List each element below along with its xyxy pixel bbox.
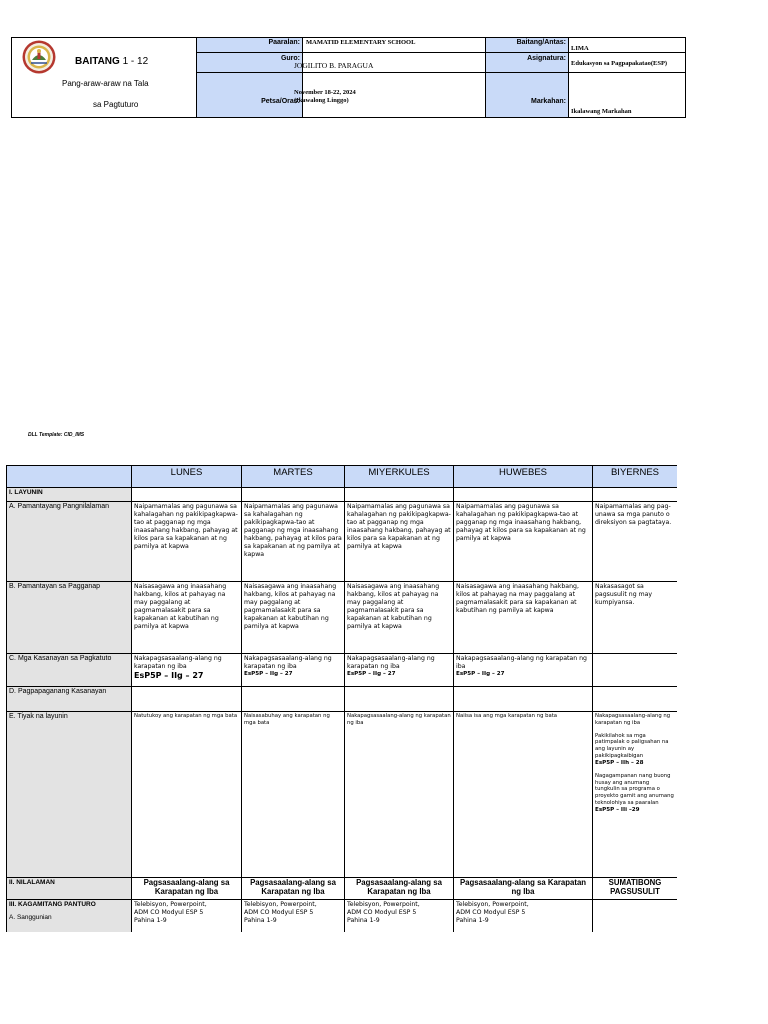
competency-text: Nakapagsasaalang-alang ng karapatan ng iba	[134, 655, 222, 670]
date-value-line2: (Ikawalong Linggo)	[294, 97, 349, 104]
grade-label: BAITANG	[75, 56, 120, 67]
header-label-column-right	[485, 38, 569, 117]
header-title-block	[12, 38, 196, 117]
dll-subtitle-line2: sa Pagtuturo	[93, 100, 139, 109]
learning-competency-cell	[132, 654, 242, 687]
competency-code: EsP5P – IIg – 27	[347, 670, 396, 677]
learning-competencies-row	[7, 654, 678, 687]
performance-standard-cell: Naisasagawa ang inaasahang hakbang, kilos at pahayag na may paggalang at pagmamalasakit para sa kapakanan at kabutihan ng pamilya at kapwa	[132, 582, 242, 654]
friday-objective-3: Nagagampanan nang buong husay ang anumang tungkulin sa programa o proyekto gamit ang anumang teknolohiya sa paaralan	[595, 772, 674, 806]
competency-text: Nakapagsasaalang-alang ng karapatan ng iba	[456, 655, 587, 670]
materials-section-label: III. KAGAMITANG PANTURO	[9, 901, 96, 908]
friday-objective-2: Pakikilahok sa mga patimpalak o paligsahan na ang layunin ay pakikipagkaibigan	[595, 732, 669, 759]
materials-cell: Telebisyon, Powerpoint, ADM CO Modyul ESP 5 Pahina 1-9	[242, 900, 345, 933]
teacher-label: Guro:	[280, 55, 300, 62]
corner-cell	[7, 466, 132, 488]
performance-standard-cell: Nakasasagot sa pagsusulit ng may kumpiyansa.	[593, 582, 678, 654]
template-note: DLL Template: CID_IMS	[28, 432, 85, 438]
content-standard-label: A. Pamantayang Pangnilalaman	[7, 502, 132, 582]
materials-cell: Telebisyon, Powerpoint, ADM CO Modyul ESP 5 Pahina 1-9	[345, 900, 454, 933]
school-value: MAMATID ELEMENTARY SCHOOL	[306, 39, 416, 46]
date-value-line1: November 18-22, 2024	[294, 89, 356, 96]
quarter-value: Ikalawang Markahan	[571, 108, 632, 115]
quarter-label: Markahan:	[530, 98, 566, 105]
school-label: Paaralan:	[268, 39, 300, 46]
competency-code: EsP5P – IIg – 27	[134, 670, 204, 680]
grade-range-title	[75, 56, 148, 67]
day-thursday: HUWEBES	[454, 466, 593, 488]
content-standard-cell: Naipamamalas ang pagunawa sa kahalagahan ng pakikipagkapwa-tao at pagganap ng mga inaasahang hakbang, pahayag at kilos para sa kapakanan at ng pamilya at kapwa	[345, 502, 454, 582]
performance-standard-cell: Naisasagawa ang inaasahang hakbang, kilos at pahayag na may paggalang at pagmamalasakit para sa kapakanan at kabutihan ng pamilya at kapwa	[345, 582, 454, 654]
enabling-skills-row	[7, 687, 678, 712]
enabling-skills-label: D. Pagpapaganang Kasanayan	[7, 687, 132, 712]
specific-objective-cell: Naiisa isa ang mga karapatan ng bata	[454, 712, 593, 878]
grade-range: 1 - 12	[122, 56, 149, 67]
content-topic-cell: Pagsasaalang-alang sa Karapatan ng Iba	[345, 878, 454, 900]
performance-standard-row	[7, 582, 678, 654]
specific-objectives-label: E. Tiyak na layunin	[7, 712, 132, 878]
header-label-column	[196, 38, 303, 117]
materials-label-cell	[7, 900, 132, 933]
specific-objective-cell: Natutukoy ang karapatan ng mga bata	[132, 712, 242, 878]
date-label: Petsa/Oras:	[261, 98, 300, 105]
performance-standard-cell: Naisasagawa ang inaasahang hakbang, kilos at pahayag na may paggalang at pagmamalasakit para sa kapakanan at kabutihan ng pamilya at kapwa	[242, 582, 345, 654]
learning-competency-cell	[242, 654, 345, 687]
school-seal-icon	[22, 40, 56, 74]
competency-text: Nakapagsasaalang-alang ng karapatan ng iba	[244, 655, 332, 670]
materials-row	[7, 900, 678, 933]
performance-standard-label: B. Pamantayan sa Pagganap	[7, 582, 132, 654]
grade-level-label: Baitang/Antas:	[516, 39, 566, 46]
day-monday: LUNES	[132, 466, 242, 488]
competency-code: EsP5P – IIg – 27	[456, 670, 505, 677]
day-wednesday: MIYERKULES	[345, 466, 454, 488]
learning-competencies-label: C. Mga Kasanayan sa Pagkatuto	[7, 654, 132, 687]
competency-text: Nakapagsasaalang-alang ng karapatan ng iba	[347, 655, 435, 670]
learning-competency-cell	[454, 654, 593, 687]
dll-header	[11, 37, 686, 118]
day-friday: BIYERNES	[593, 466, 678, 488]
content-row	[7, 878, 678, 900]
materials-cell: Telebisyon, Powerpoint, ADM CO Modyul ESP 5 Pahina 1-9	[132, 900, 242, 933]
content-topic-cell: Pagsasaalang-alang sa Karapatan ng Iba	[454, 878, 593, 900]
days-header-row	[7, 466, 678, 488]
specific-objective-cell: Nakapagsasaalang-alang ng karapatan ng iba	[345, 712, 454, 878]
references-label: A. Sanggunian	[9, 914, 52, 922]
content-standard-row	[7, 502, 678, 582]
day-tuesday: MARTES	[242, 466, 345, 488]
dll-subtitle-line1: Pang-araw-araw na Tala	[62, 79, 149, 88]
teacher-value: JOGILITO B. PARAGUA	[294, 61, 374, 70]
specific-objective-cell: Naisasabuhay ang karapatan ng mga bata	[242, 712, 345, 878]
content-topic-cell: Pagsasaalang-alang sa Karapatan ng Iba	[132, 878, 242, 900]
learning-competency-cell	[593, 654, 678, 687]
competency-code: EsP5P – IIg – 27	[244, 670, 293, 677]
dll-main-table	[6, 465, 677, 932]
content-topic-cell: Pagsasaalang-alang sa Karapatan ng Iba	[242, 878, 345, 900]
grade-level-value: LIMA	[571, 45, 589, 52]
subject-label: Asignatura:	[527, 55, 566, 62]
friday-objective-2-code: EsP5P – IIh – 28	[595, 759, 644, 766]
objectives-section-row	[7, 488, 678, 502]
friday-objective-1: Nakapagsasaalang-alang ng karapatan ng iba	[595, 713, 671, 726]
content-section-label: II. NILALAMAN	[7, 878, 132, 900]
performance-standard-cell: Naisasagawa ang inaasahang hakbang, kilos at pahayag na may paggalang at pagmamalasakit para sa kapakanan at kabutihan ng pamilya at kapwa	[454, 582, 593, 654]
materials-cell: Telebisyon, Powerpoint, ADM CO Modyul ESP 5 Pahina 1-9	[454, 900, 593, 933]
content-standard-cell: Naipamamalas ang pag-unawa sa mga panuto o direksiyon sa pagtataya.	[593, 502, 678, 582]
specific-objective-cell-friday	[593, 712, 678, 878]
content-standard-cell: Naipamamalas ang pagunawa sa kahalagahan ng pakikipagkapwa-tao at pagganap ng mga inaasahang hakbang, pahayag at kilos para sa kapakanan at ng pamilya at kapwa	[454, 502, 593, 582]
content-standard-cell: Naipamamalas ang pagunawa sa kahalagahan ng pakikipagkapwa-tao at pagganap ng mga inaasahang hakbang, pahayag at kilos para sa kapakanan at ng pamilya at kapwa	[132, 502, 242, 582]
learning-competency-cell	[345, 654, 454, 687]
content-topic-cell: SUMATIBONG PAGSUSULIT	[593, 878, 678, 900]
content-standard-cell: Naipamamalas ang pagunawa sa kahalagahan ng pakikipagkapwa-tao at pagganap ng mga inaasahang hakbang, pahayag at kilos para sa kapakanan at ng pamilya at kapwa	[242, 502, 345, 582]
friday-objective-3-code: EsP5P – IIi –29	[595, 806, 640, 813]
objectives-section-label: I. LAYUNIN	[7, 488, 132, 502]
subject-value: Edukasyon sa Pagpapakatao(ESP)	[571, 60, 668, 67]
specific-objectives-row	[7, 712, 678, 878]
